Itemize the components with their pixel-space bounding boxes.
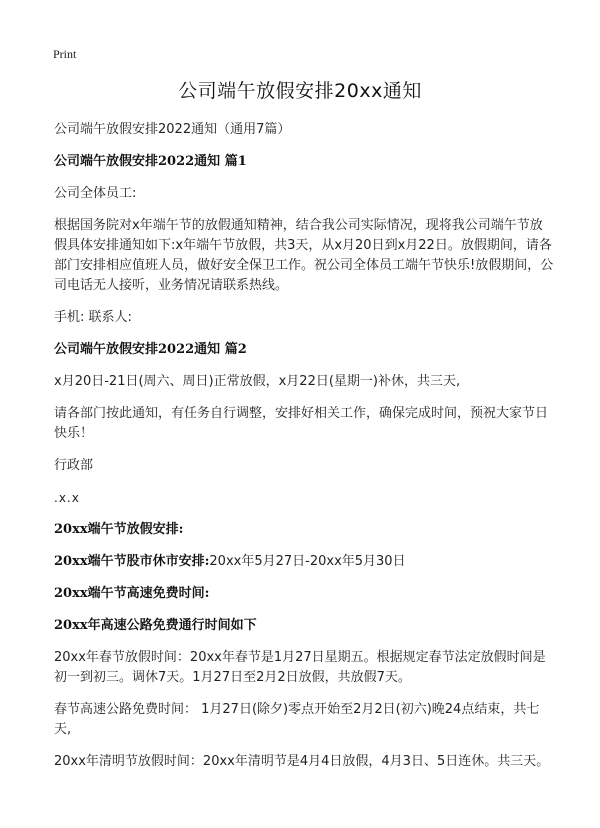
stock-closure-line [54,552,554,572]
document-subtitle: 公司端午放假安排2022通知（通用7篇） [54,122,291,137]
stock-closure-label: 20xx端午节股市休市安排: [54,554,210,569]
section2-department: 行政部 [54,458,94,473]
section1-contact: 手机: 联系人: [54,310,132,325]
spring-festival-text: 20xx年春节放假时间：20xx年春节是1月27日星期五。根据规定春节法定放假时间是初一到初三。调休7天。1月27日至2月2日放假，共放假7天。 [54,650,546,685]
section2-date-placeholder: .x.x [54,491,80,505]
section2-body: 请各部门按此通知，有任务自行调整，安排好相关工作，确保完成时间，预祝大家节日快乐！ [54,406,549,441]
document-content [54,120,554,784]
spring-highway-text: 春节高速公路免费时间： 1月27日(除夕)零点开始至2月2日(初六)晚24点结束，共七天, [54,702,540,737]
highway-schedule-heading: 20xx年高速公路免费通行时间如下 [54,618,257,633]
section2-dates: x月20日-21日(周六、周日)正常放假，x月22日(星期一)补休，共三天, [54,374,461,389]
qingming-text: 20xx年清明节放假时间：20xx年清明节是4月4日放假，4月3日、5日连休。共三天。 [54,754,550,769]
section3-heading: 20xx端午节放假安排: [54,522,184,537]
stock-closure-value: 20xx年5月27日-20xx年5月30日 [209,554,406,569]
section1-greeting: 公司全体员工: [54,186,137,201]
section1-heading: 公司端午放假安排2022通知 篇1 [54,154,247,169]
page-title: 公司端午放假安排20xx通知 [178,80,422,102]
print-label[interactable]: Print [53,47,77,61]
section2-heading: 公司端午放假安排2022通知 篇2 [54,342,247,357]
highway-free-heading: 20xx端午节高速免费时间: [54,586,210,601]
section1-body: 根据国务院对x年端午节的放假通知精神，结合我公司实际情况，现将我公司端午节放假具体安排通知如下:x年端午节放假，共3天，从x月20日到x月22日。放假期间，请各部门安排相应值班人员，做好安全保卫工作。祝公司全体员工端午节快乐!放假期间，公司电话无人接听，业务情况请联系热线。 [54,218,554,293]
